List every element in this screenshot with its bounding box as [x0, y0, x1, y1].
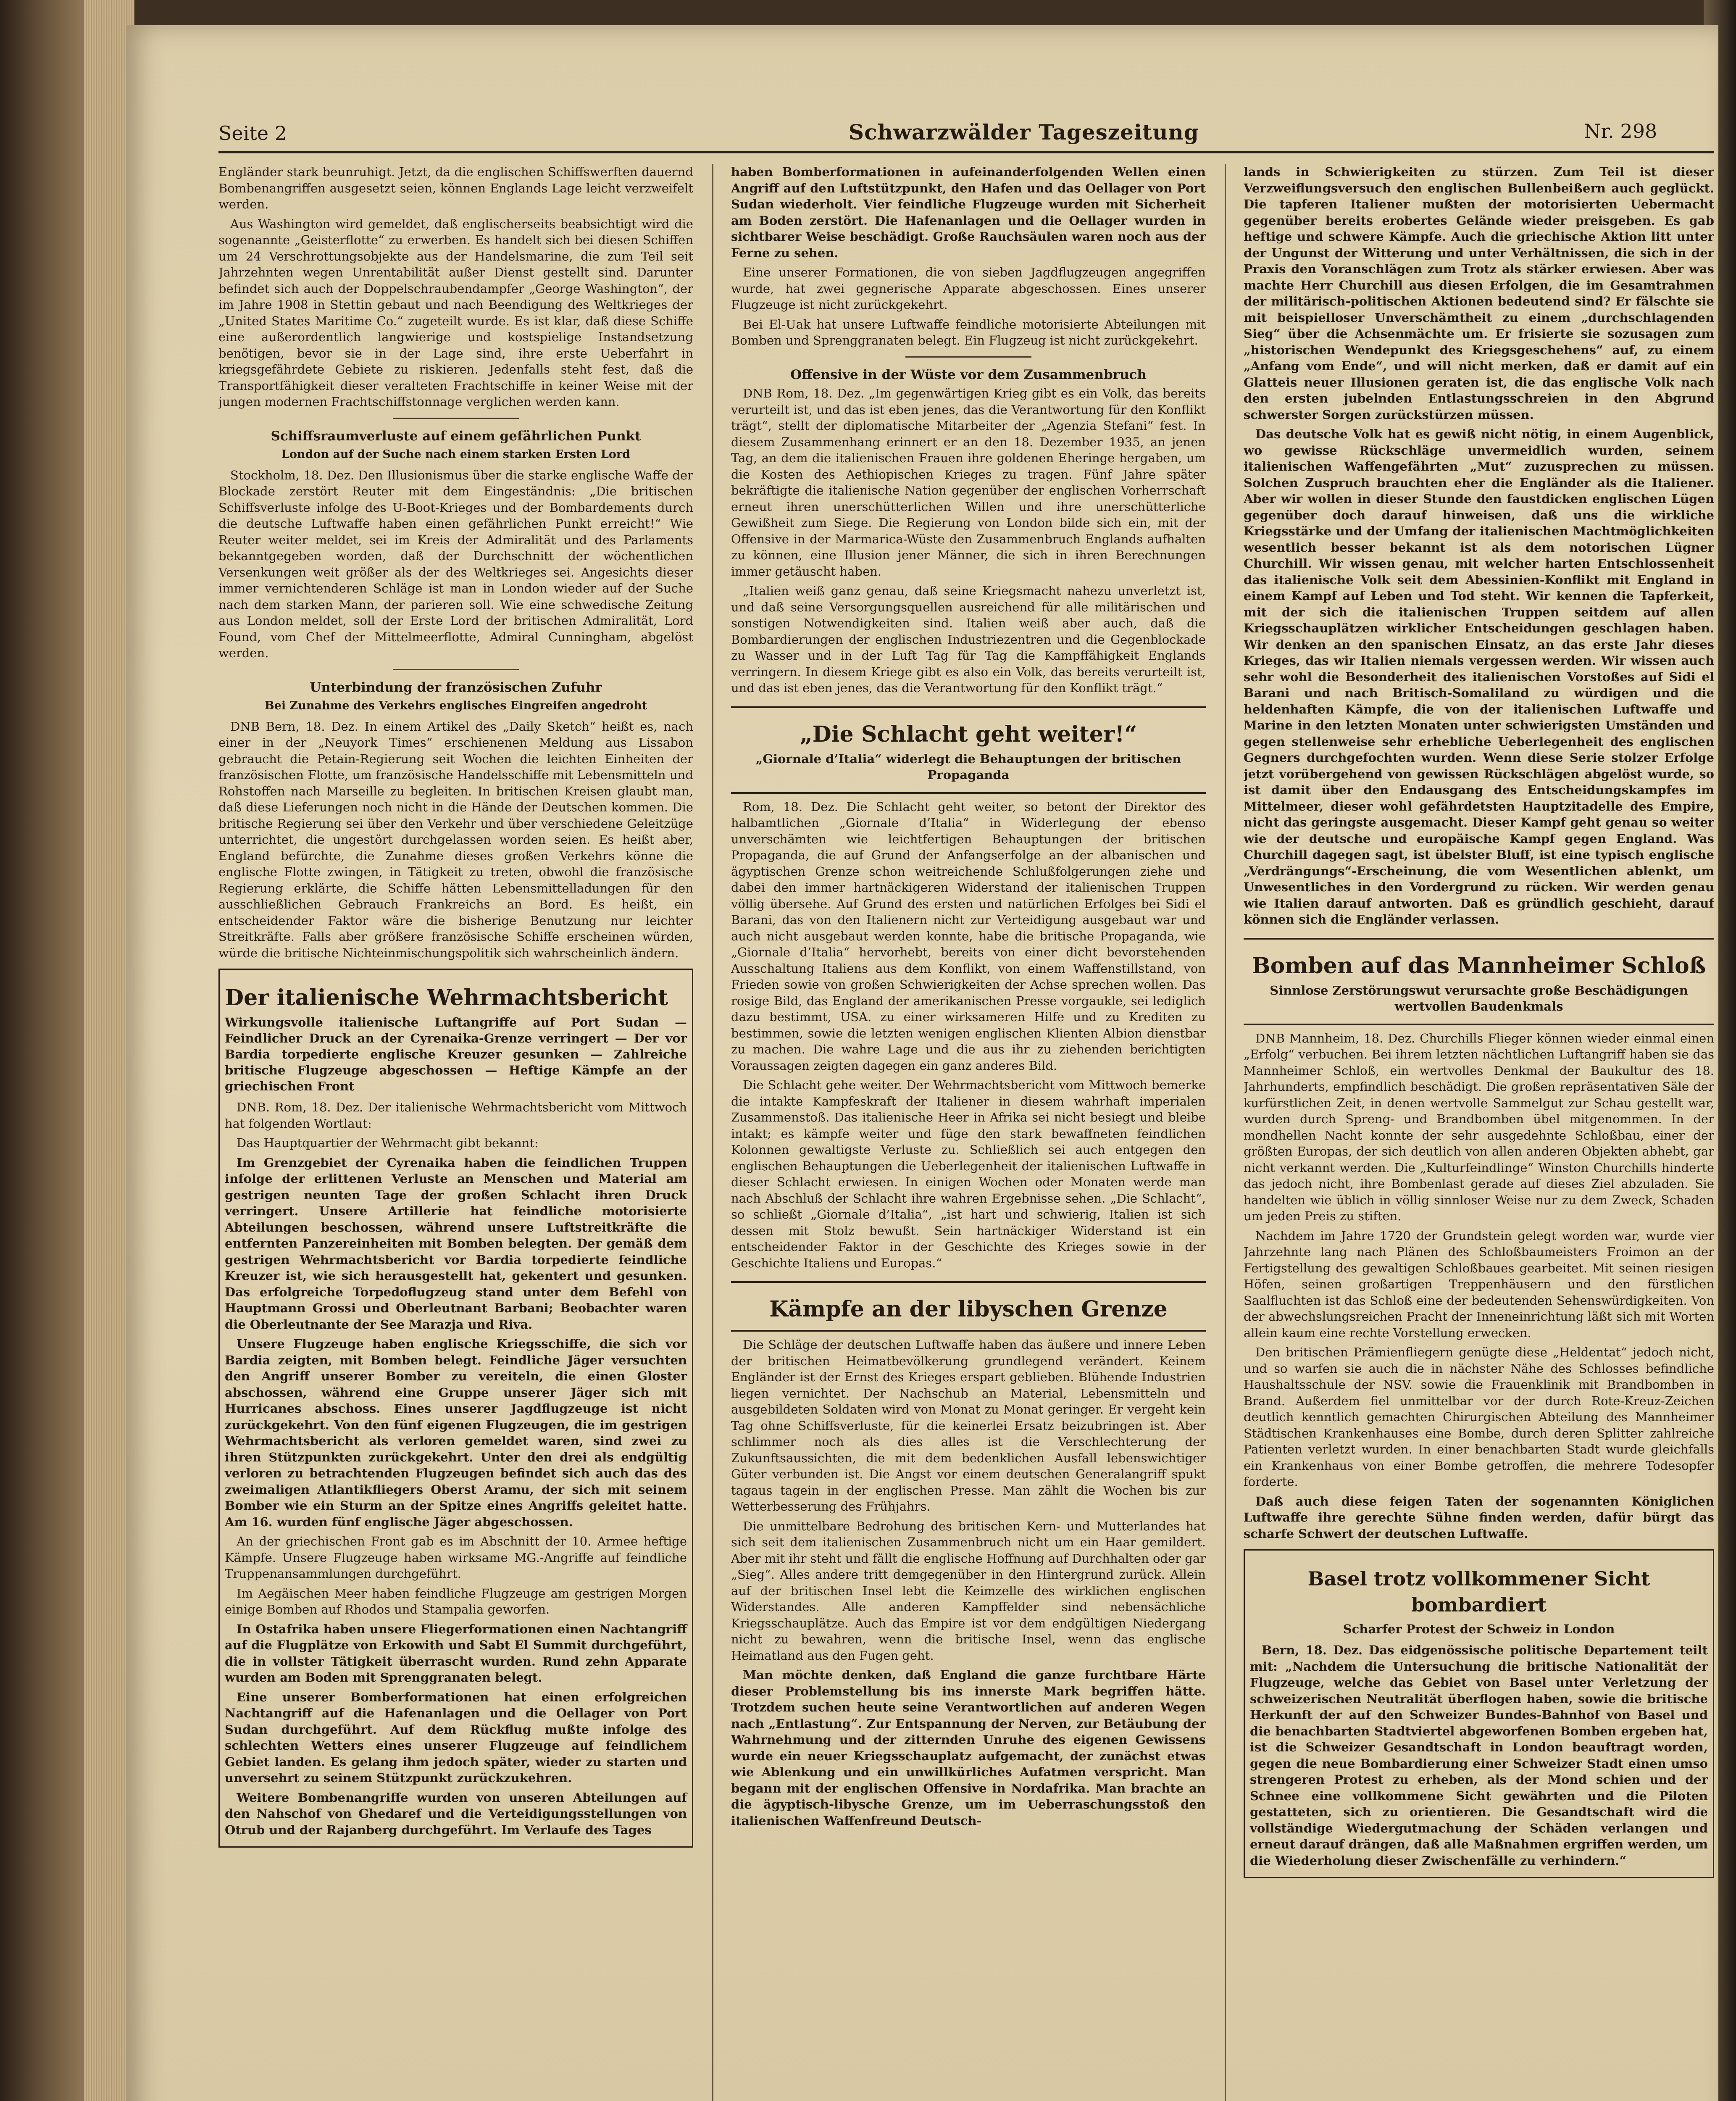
article-subheadline: Scharfer Protest der Schweiz in London — [1343, 1622, 1615, 1636]
article-headline-large: „Die Schlacht geht weiter!“ — [800, 721, 1137, 747]
article-headline-large: Bomben auf das Mannheimer Schloß — [1252, 953, 1706, 979]
article-paragraph: haben Bomberformationen in aufeinanderfolgenden Wellen einen Angriff auf den Luftstützpunkt, den Hafen und das Oellager von Port Sudan wiederholt. Vier feindliche Flugzeuge wurden mit Sicherheit am Boden zerstört. Die Hafenanlagen und die Oellager wurden in sichtbarer Weise beschädigt. Große Rauchsäulen waren noch aus der Ferne zu sehen. — [731, 165, 1206, 260]
article-headline: Unterbindung der französischen Zufuhr — [310, 679, 602, 695]
article-paragraph: „Italien weiß ganz genau, daß seine Kriegsmacht nahezu unverletzt ist, und daß seine Versorgungsquellen ausreichend für alle militärischen und sonstigen Notwendigkeiten sind. Italien weiß aber auch, daß die Bombardierungen der englischen Industriezentren und die Gegenblockade zu Wasser und in der Luft Tag für Tag die Kampffähigkeit Englands verringern. In diesem Kriege gibt es also ein Volk, das bereits verurteilt ist, und das ist eben jenes, das die Verantwortung für den Konflikt trägt.“ — [731, 584, 1206, 695]
separator — [393, 669, 519, 670]
article-paragraph: lands in Schwierigkeiten zu stürzen. Zum Teil ist dieser Verzweiflungsversuch den englischen Bullenbeißern auch geglückt. Die tapferen Italiener mußten der motorisierten Uebermacht gegenüber bereits erobertes Gelände wieder preisgeben. Es gab heftige und schwere Kämpfe. Auch die griechische Aktion litt unter der Ungunst der Witterung und unter Verhältnissen, die sich in der Praxis den Voranschlägen zum Trotz als stärker erwiesen. Aber was machte Herr Churchill aus diesen Erfolgen, die im Gesamtrahmen der militärisch-politischen Aktionen bedeutend sind? Er fälschte sie mit beispielloser Unverschämtheit zu einem „durchschlagenden Sieg“ über die Achsenmächte um. Er frisierte sie sozusagen zum „historischen Wendepunkt des Kriegsgeschehens“ auf, zu einem „Anfang vom Ende“, und will nicht merken, daß er damit auf ein Glatteis neuer Illusionen geraten ist, die das englische Volk nach den ersten jubelnden Entlastungsschreien in den Abgrund schwerster Sorgen zurückstürzen müssen. — [1244, 165, 1714, 422]
article-paragraph: Rom, 18. Dez. Die Schlacht geht weiter, so betont der Direktor des halbamtlichen „Giornale d’Italia“ in Widerlegung der ebenso unverschämten wie leichtfertigen Behauptungen der britischen Propaganda, die auf Grund der Anfangserfolge an der albanischen und ägyptischen Grenze schon weitreichende Schlußfolgerungen ziehe und dabei den immer hartnäckigeren Widerstand der italienischen Truppen völlig übersehe. Auf Grund des ersten und natürlichen Erfolges bei Sidi el Barani, das von den Italienern nicht zur Verteidigung ausgebaut war und auch nicht ausgebaut werden konnte, habe die britische Propaganda, wie „Giornale d’Italia“ hervorhebt, bereits von einer dicht bevorstehenden Ausschaltung Italiens aus dem Konflikt, von einem Waffenstillstand, von Frieden sowie von großen Schwierigkeiten der Achse sprechen wollen. Das rosige Bild, das England der amerikanischen Presse vorgaukle, sei lediglich dazu bestimmt, USA. zu einer wirksameren Hilfe und zu Krediten zu bestimmen, sowie die letzten wenigen englischen Klienten Albion dienstbar zu machen. Die wahre Lage und die aus ihr zu ziehenden berichtigten Voraussagen zeigten dagegen ein ganz anderes Bild. — [731, 799, 1206, 1073]
book-spine — [0, 0, 84, 2101]
basel-article-box — [1244, 1549, 1714, 1878]
article-paragraph: Die unmittelbare Bedrohung des britischen Kern- und Mutterlandes hat sich seit dem italienischen Zusammenbruch nicht um ein Haar gemildert. Aber mit ihr steht und fällt die englische Hoffnung auf Durchhalten oder gar „Sieg“. Alles andere tritt demgegenüber in den Hintergrund zurück. Allein auf der britischen Insel lebt die Keimzelle des wirklichen englischen Widerstandes. Alle anderen Kampffelder sind nebensächliche Kriegsschauplätze. Auch das Empire ist vor dem endgültigen Niedergang nicht zu bewahren, wenn die britische Insel, wenn das englische Heimatland aus den Fugen geht. — [731, 1519, 1206, 1663]
box-headline: Der italienische Wehrmachtsbericht — [225, 985, 668, 1011]
article-subheadline: Bei Zunahme des Verkehrs englisches Eingreifen angedroht — [264, 699, 647, 712]
article-paragraph: DNB. Rom, 18. Dez. Der italienische Wehrmachtsbericht vom Mittwoch hat folgenden Wortlaut: — [225, 1100, 687, 1131]
article-paragraph: DNB Mannheim, 18. Dez. Churchills Flieger können wieder einmal einen „Erfolg“ verbuchen. Bei ihrem letzten nächtlichen Luftangriff haben sie das Mannheimer Schloß, ein wertvolles Denkmal der Baukultur des 18. Jahrhunderts, empfindlich beschädigt. Die großen repräsentativen Säle der kurfürstlichen Zeit, in denen wertvolle Sammelgut zur Schau gestellt war, wurden durch Spreng- und Brandbomben übel mitgenommen. In der mondhellen Nacht konnte der sehr ausgedehnte Schloßbau, einer der größten Europas, der sich deutlich von allen anderen Objekten abhebt, gar nicht verkannt werden. Die „Kulturfeindlinge“ Winston Churchills hinderte das jedoch nicht, ihre Bombenlast gerade auf dieses Ziel abzuladen. Sie handelten wie üblich in völlig sinnloser Weise nur zu dem Zweck, Schaden um jeden Preis zu stiften. — [1244, 1031, 1714, 1223]
article-paragraph: Im Grenzgebiet der Cyrenaika haben die feindlichen Truppen infolge der erlittenen Verluste an Menschen und Material am gestrigen neunten Tage der großen Schlacht ihren Druck verringert. Unsere Artillerie hat feindliche motorisierte Abteilungen beschossen, während unsere Luftstreitkräfte die entfernten Panzereinheiten mit Bomben belegten. Der gemäß dem gestrigen Wehrmachtsbericht vor Bardia torpedierte feindliche Kreuzer ist, wie sich herausgestellt hat, gekentert und gesunken. Das erfolgreiche Torpedoflugzeug stand unter dem Befehl von Hauptmann Grossi und Oberleutnant Barbani; Beobachter waren die Oberleutnante der See Marazja und Riva. — [225, 1155, 687, 1332]
article-paragraph: Bei El-Uak hat unsere Luftwaffe feindliche motorisierte Abteilungen mit Bomben und Sprenggranaten belegt. Ein Flugzeug ist nicht zurückgekehrt. — [731, 317, 1206, 348]
header-rule — [218, 151, 1714, 153]
article-paragraph: Daß auch diese feigen Taten der sogenannten Königlichen Luftwaffe ihre gerechte Sühne finden werden, dafür bürgt das scharfe Schwert der deutschen Luftwaffe. — [1244, 1494, 1714, 1541]
article-paragraph: Eine unserer Formationen, die von sieben Jagdflugzeugen angegriffen wurde, hat zwei gegnerische Apparate abgeschossen. Eines unserer Flugzeuge ist nicht zurückgekehrt. — [731, 265, 1206, 312]
article-paragraph: Bern, 18. Dez. Das eidgenössische politische Departement teilt mit: „Nachdem die Untersuchung die britische Nationalität der Flugzeuge, welche das Gebiet von Basel unter Verletzung der schweizerischen Neutralität überflogen haben, sowie die britische Herkunft der auf den Schweizer Bundes-Bahnhof von Basel und die benachbarten Stadtviertel abgeworfenen Bomben ergeben hat, ist die Schweizer Gesandtschaft in London beauftragt worden, gegen die neue Bombardierung einer Schweizer Stadt einen umso strengeren Protest zu erheben, als der Mond schien und der Schnee eine vollkommene Sicht gewährten und die Piloten gestatteten, sich zu orientieren. Die Gesandtschaft wird die vollständige Wiedergutmachung der Schäden verlangen und erneut darauf drängen, daß alle Maßnahmen ergriffen werden, um die Wiederholung dieser Zwischenfälle zu verhindern.“ — [1250, 1643, 1708, 1868]
page-header — [126, 25, 1718, 145]
page-label: Seite 2 — [218, 122, 287, 145]
article-paragraph: Den britischen Prämienfliegern genügte diese „Heldentat“ jedoch nicht, und so warfen sie auch die in nächster Nähe des Schlosses befindliche Haushaltsschule der NSV. sowie die Frauenklinik mit Brandbomben in Brand. Außerdem fiel unmittelbar vor der durch Rote-Kreuz-Zeichen deutlich kenntlich gemachten Chirurgischen Abteilung des Mannheimer Städtischen Krankenhauses eine Bombe, durch deren Splitter zahlreiche Patienten verletzt wurden. In einer benachbarten Stadt wurde gleichfalls ein Krankenhaus von einer Bombe getroffen, die mehrere Todesopfer forderte. — [1244, 1345, 1714, 1489]
issue-number: Nr. 298 — [1584, 120, 1657, 142]
article-paragraph: Engländer stark beunruhigt. Jetzt, da die englischen Schiffswerften dauernd Bombenangriffen ausgesetzt seien, können Englands Lage leicht verzweifelt werden. — [218, 165, 693, 211]
newspaper-title: Schwarzwälder Tageszeitung — [849, 120, 1199, 145]
column-3 — [1244, 164, 1714, 2101]
article-headline-large: Kämpfe an der libyschen Grenze — [769, 1296, 1168, 1322]
article-paragraph: Man möchte denken, daß England die ganze furchtbare Härte dieser Problemstellung bis ins innerste Mark begriffen hätte. Trotzdem suchen heute seine Verantwortlichen auf anderen Wegen nach „Entlastung“. Zur Entspannung der Nerven, zur Betäubung der Wahrnehmung und der zitternden Unruhe des eigenen Gewissens wurde ein neuer Kriegsschauplatz aufgemacht, der zunächst etwas wie Ablenkung und ein unwillkürliches Aufatmen verspricht. Man begann mit der englischen Offensive in Nordafrika. Man brachte an die ägyptisch-libysche Grenze, um im Ueberraschungsstoß den italienischen Waffenfreund Deutsch- — [731, 1668, 1206, 1828]
article-paragraph: Im Aegäischen Meer haben feindliche Flugzeuge am gestrigen Morgen einige Bomben auf Rhodos und Stampalia geworfen. — [225, 1586, 687, 1617]
article-paragraph: Die Schlacht gehe weiter. Der Wehrmachtsbericht vom Mittwoch bemerke die intakte Kampfeskraft der Italiener in diesem wahrhaft imperialen Zusammenstoß. Das italienische Heer in Afrika sei nicht besiegt und bleibe intakt; es kämpfe weiter und füge den stark bewaffneten feindlichen Kolonnen gewaltigste Verluste zu. Schließlich sei auch entgegen den englischen Behauptungen die Ueberlegenheit der italienischen Luftwaffe in dieser Schlacht erwiesen. In einigen Wochen oder Monaten werde man nach Abschluß der Schlacht ihre wahren Ergebnisse sehen. „Die Schlacht“, so schließt „Giornale d’Italia“, „ist hart und schwierig, Italien ist sich dessen mit Stolz bewußt. Sein hartnäckiger Widerstand ist ein entscheidender Faktor in der Geschichte des Krieges sowie in der Geschichte Italiens und Europas.“ — [731, 1078, 1206, 1270]
column-divider — [1225, 164, 1226, 2101]
article-subheadline: „Giornale d’Italia“ widerlegt die Behauptungen der britischen Propaganda — [755, 751, 1181, 782]
headline-frame — [731, 1281, 1206, 1332]
wehrmachtsbericht-box — [218, 969, 693, 1848]
article-paragraph: Das deutsche Volk hat es gewiß nicht nötig, in einem Augenblick, wo gewisse Rückschläge unvermeidlich wurden, seinem italienischen Waffengefährten „Mut“ zuzusprechen zu müssen. Solchen Zuspruch brauchten eher die Engländer als die Italiener. Aber wir wollen in dieser Stunde den faustdicken englischen Lügen gegenüber doch darauf hinweisen, daß uns die wirkliche Kriegsstärke und der Umfang der italienischen Machtmöglichkeiten wesentlich besser bekannt ist als dem notorischen Lügner Churchill. Wir wissen genau, mit welcher harten Entschlossenheit das italienische Volk seit dem Abessinien-Konflikt mit England in einem Kampf auf Leben und Tod steht. Wir kennen die Tapferkeit, mit der sich die italienischen Truppen seitdem auf allen Kriegsschauplätzen wirklicher Entscheidungen geschlagen haben. Wir denken an den spanischen Einsatz, an das erste Jahr dieses Krieges, das wir Italien niemals vergessen werden. Wir wissen auch sehr wohl die Besonderheit des italienischen Vorstoßes auf Sidi el Barani und nach Britisch-Somaliland zu würdigen und die heldenhaften Kämpfe, die von der italienischen Luftwaffe und Marine in den letzten Monaten unter schwierigsten Umständen und gegen stellenweise sehr erhebliche Ueberlegenheit des englischen Gegners durchgefochten wurden. Wenn diese Serie stolzer Erfolge jetzt vorübergehend von gewissen Rückschlägen abgelöst wurde, so ist damit über den Endausgang des Entscheidungskampfes im Mittelmeer, dieser wohl gefährdetsten Hauptzitadelle des Empire, nicht das geringste ausgemacht. Dieser Kampf geht genau so weiter wie der deutsche und europäische Kampf gegen England. Was Churchill dagegen sagt, ist übelster Bluff, ist eine typisch englische „Verdrängungs“-Erscheinung, die vom Wesentlichen ablenkt, um Unwesentliches in den Vordergrund zu rücken. Wir werden genau wie Italien darauf antworten. Daß es gründlich geschieht, darauf können sich die Engländer verlassen. — [1244, 427, 1714, 927]
column-divider — [712, 164, 713, 2101]
article-subheadline: London auf der Suche nach einem starken Ersten Lord — [281, 448, 631, 461]
article-paragraph: DNB Rom, 18. Dez. „Im gegenwärtigen Krieg gibt es ein Volk, das bereits verurteilt ist, und das ist eben jenes, das die Verantwortung für den Konflikt trägt“, stellt der diplomatische Mitarbeiter der „Agenzia Stefani“ fest. In diesem Zusammenhang erinnert er an den 18. Dezember 1935, an jenen Tag, an dem die italienischen Frauen ihre goldenen Eheringe hergaben, um die Kosten des Aethiopischen Krieges zu tragen. Fünf Jahre später bekräftigte die italienische Nation gegenüber der englischen Vorherrschaft erneut ihren unerschütterlichen Willen und ihre unerschütterliche Gewißheit zum Siege. Die Regierung von London bilde sich ein, mit der Offensive in der Marmarica-Wüste den Zusammenbruch Englands aufhalten zu können, eine Illusion jener Männer, die sich in ihren Berechnungen immer getäuscht haben. — [731, 386, 1206, 579]
article-paragraph: DNB Bern, 18. Dez. In einem Artikel des „Daily Sketch“ heißt es, nach einer in der „Neuyork Times“ erschienenen Meldung aus Lissabon gebraucht die Petain-Regierung seit Wochen die leichten Einheiten der französischen Flotte, um französische Handelsschiffe mit Lebensmitteln und Rohstoffen nach Marseille zu begleiten. In britischen Kreisen glaubt man, daß diese Lieferungen noch nicht in die Hände der Deutschen kommen. Die britische Regierung sei über den Verkehr und über verschiedene Geleitzüge unterrichtet, die ungestört durchgelassen worden seien. Es heißt aber, England befürchte, die Zunahme dieses großen Verkehrs könne die englische Flotte zwingen, in Tätigkeit zu treten, obwohl die französische Regierung erklärte, die Schiffe hätten Lebensmittelladungen für den ausschließlichen Gebrauch Frankreichs an Bord. Es heißt, ein entscheidender Faktor wäre die bisherige Benutzung nur leichter Streitkräfte. Falls aber größere französische Schiffe erscheinen würden, würde die britische Nichteinmischungspolitik sich wahrscheinlich ändern. — [218, 719, 693, 960]
article-paragraph: An der griechischen Front gab es im Abschnitt der 10. Armee heftige Kämpfe. Unsere Flugzeuge haben wirksame MG.-Angriffe auf feindliche Truppenansammlungen durchgeführt. — [225, 1534, 687, 1581]
article-paragraph: Die Schläge der deutschen Luftwaffe haben das äußere und innere Leben der britischen Heimatbevölkerung grundlegend verändert. Keinem Engländer ist der Ernst des Krieges erspart geblieben. Blühende Industrien liegen vernichtet. Der Nachschub an Material, Lebensmitteln und ausgebildeten Soldaten wird von Monat zu Monat geringer. Er vergeht kein Tag ohne Schiffsverluste, für die keinerlei Ersatz beizubringen ist. Aber schlimmer noch als dies alles ist die Verschlechterung der Zukunftsaussichten, die mit dem bedenklichen Ausfall lebenswichtiger Güter verbunden ist. Die Angst vor einem deutschen Generalangriff spukt tagaus tagein in der englischen Presse. Man zählt die Wochen bis zur Wetterbesserung des Frühjahrs. — [731, 1337, 1206, 1514]
article-paragraph: In Ostafrika haben unsere Fliegerformationen einen Nachtangriff auf die Flugplätze von Erkowith und Sabt El Summit durchgeführt, die in vollster Tätigkeit überrascht wurden. Rund zehn Apparate wurden am Boden mit Sprenggranaten belegt. — [225, 1622, 687, 1685]
column-2 — [731, 164, 1206, 2101]
article-paragraph: Stockholm, 18. Dez. Den Illusionismus über die starke englische Waffe der Blockade zerstört Reuter mit dem Eingeständnis: „Die britischen Schiffsverluste infolge des U-Boot-Krieges und der Bombardements durch die deutsche Luftwaffe haben einen gefährlichen Punkt erreicht!“ Wie Reuter weiter meldet, sei im Kreis der Admiralität und des Parlaments bekanntgegeben worden, daß der Durchschnitt der wöchentlichen Versenkungen weit größer als der des Weltkrieges sei. Angesichts dieser immer vernichtenderen Schläge ist man in London wieder auf der Suche nach dem starken Mann, der parieren soll. Wie eine schwedische Zeitung aus London meldet, soll der Erste Lord der britischen Admiralität, Lord Found, vom Chef der Mittelmeerflotte, Admiral Cunningham, abgelöst werden. — [218, 468, 693, 660]
article-paragraph: Unsere Flugzeuge haben englische Kriegsschiffe, die sich vor Bardia zeigten, mit Bomben belegt. Feindliche Jäger versuchten den Angriff unserer Bomber zu vereiteln, die einen Gloster abschossen, während eine Gruppe unserer Jäger sich mit Hurricanes abschoss. Eines unserer Jagdflugzeuge ist nicht zurückgekehrt. Von den fünf eigenen Flugzeugen, die im gestrigen Wehrmachtsbericht als verloren gemeldet waren, sind zwei zu ihren Stützpunkten zurückgekehrt. Unter den drei als endgültig verloren zu betrachtenden Flugzeugen befindet sich auch das des zweimaligen Atlantikfliegers Oberst Aramu, der sich mit seinem Bomber wie ein Sturm an der Spitze eines Angriffs geleitet hatte. Am 16. wurden fünf englische Jäger abgeschossen. — [225, 1337, 687, 1529]
article-paragraph: Eine unserer Bomberformationen hat einen erfolgreichen Nachtangriff auf die Hafenanlagen und die Oellager von Port Sudan durchgeführt. Auf dem Rückflug mußte infolge des schlechten Wetters eines unserer Flugzeuge auf feindlichem Gebiet landen. Es gelang ihm jedoch später, wieder zu starten und unversehrt zu seinem Stützpunkt zurückzukehren. — [225, 1690, 687, 1785]
box-subheadline: Wirkungsvolle italienische Luftangriffe auf Port Sudan — Feindlicher Druck an der Cyrenaika-Grenze verringert — Der vor Bardia torpedierte englische Kreuzer gesunken — Zahlreiche britische Flugzeuge abgeschossen — Heftige Kämpfe an der griechischen Front — [225, 1015, 687, 1093]
article-subheadline: Sinnlose Zerstörungswut verursachte große Beschädigungen wertvollen Baudenkmals — [1270, 983, 1688, 1014]
article-paragraph: Aus Washington wird gemeldet, daß englischerseits beabsichtigt wird die sogenannte „Geisterflotte“ zu erwerben. Es handelt sich bei diesen Schiffen um 24 Verschrottungsobjekte aus der Handelsmarine, die zum Teil seit Jahrzehnten wegen Unrentabilität außer Dienst gestellt sind. Darunter befindet sich auch der Doppelschraubendampfer „George Washington“, der im Jahre 1908 in Stettin gebaut und nach Beendigung des Weltkrieges der „United States Maritime Co.“ zugeteilt wurde. Es ist klar, daß diese Schiffe eine außerordentlich langwierige und kostspielige Instandsetzung benötigen, bevor sie in der Lage sind, ihre erste Ueberfahrt in kriegsgefährdete Gebiete zu riskieren. Jedenfalls steht fest, daß die Transportfähigkeit dieser veralteten Frachtschiffe in keiner Weise mit der jungen modernen Frachtschiffstonnage verglichen werden kann. — [218, 216, 693, 409]
article-paragraph: Nachdem im Jahre 1720 der Grundstein gelegt worden war, wurde vier Jahrzehnte lang nach Plänen des Schloßbaumeisters Froimon an der Fertigstellung des gewaltigen Schloßbaues gearbeitet. Mit seinen riesigen Höfen, seinen großartigen Treppenhäusern und den fürstlichen Saalfluchten ist das Schloß eine der bedeutenden Sehenswürdigkeiten. Von der abwechslungsreichen Pracht der Inneneinrichtung läßt sich mit Worten allein kaum eine rechte Vorstellung erwecken. — [1244, 1228, 1714, 1340]
article-paragraph: Weitere Bombenangriffe wurden von unseren Abteilungen auf den Nahschof von Ghedaref und die Verteidigungsstellungen von Otrub und der Rajanberg durchgeführt. Im Verlaufe des Tages — [225, 1790, 687, 1837]
column-1 — [218, 164, 693, 2101]
separator — [905, 356, 1031, 358]
article-headline-large: Basel trotz vollkommener Sicht bombardiert — [1307, 1567, 1650, 1616]
article-headline: Schiffsraumverluste auf einem gefährlichen Punkt — [271, 428, 641, 444]
article-headline: Offensive in der Wüste vor dem Zusammenbruch — [790, 367, 1147, 382]
headline-frame — [731, 706, 1206, 794]
headline-frame — [1244, 938, 1714, 1025]
separator — [393, 418, 519, 419]
newspaper-page — [126, 25, 1718, 2101]
article-paragraph: Das Hauptquartier der Wehrmacht gibt bekannt: — [237, 1136, 539, 1150]
